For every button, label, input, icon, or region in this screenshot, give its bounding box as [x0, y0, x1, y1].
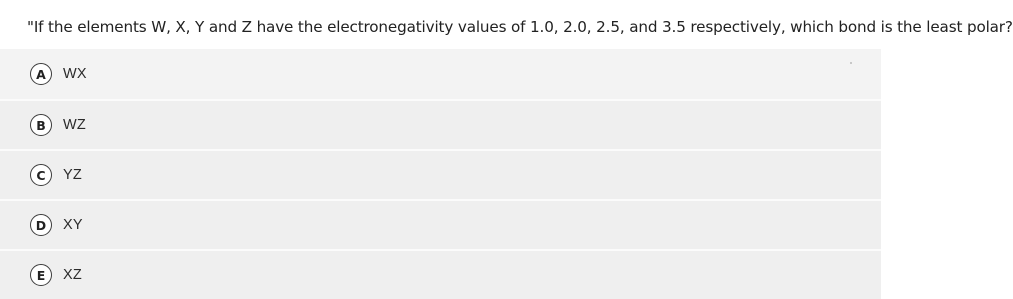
option-d-label: XY: [63, 217, 83, 233]
option-b-letter-badge: B: [30, 114, 52, 136]
option-b[interactable]: [0, 99, 881, 149]
option-c-label: YZ: [63, 167, 82, 183]
question-text: "If the elements W, X, Y and Z have the electronegativity values of 1.0, 2.0, 2.5, and 3.5 respectively, which bond is the least polar?: [27, 18, 1013, 36]
option-c[interactable]: [0, 149, 881, 199]
option-b-label: WZ: [63, 117, 86, 133]
answer-options-list: [0, 49, 881, 299]
option-a-letter-badge: A: [30, 63, 52, 85]
option-c-letter-badge: C: [30, 164, 52, 186]
decorative-dot: [850, 62, 852, 64]
option-d[interactable]: [0, 199, 881, 249]
option-d-letter-badge: D: [30, 214, 52, 236]
option-e[interactable]: [0, 249, 881, 299]
option-a[interactable]: [0, 49, 881, 99]
option-a-label: WX: [63, 66, 87, 82]
option-e-letter-badge: E: [30, 264, 52, 286]
option-e-label: XZ: [63, 267, 82, 283]
